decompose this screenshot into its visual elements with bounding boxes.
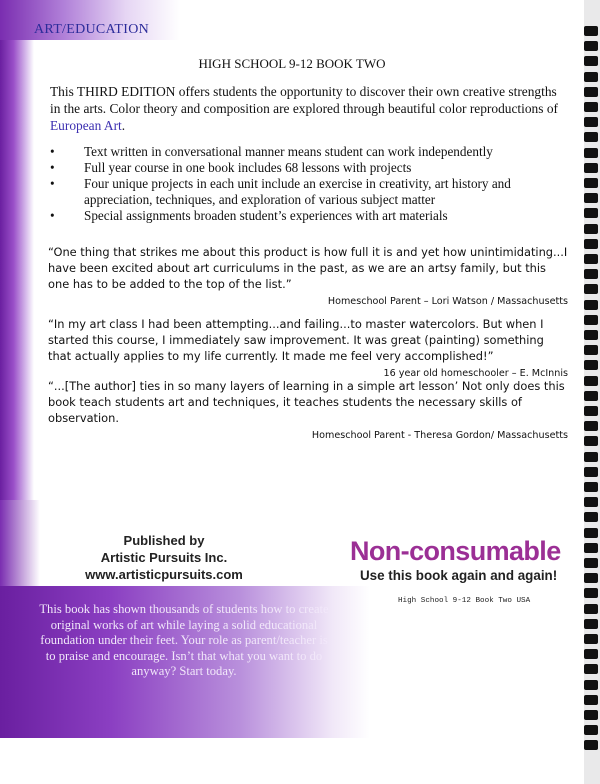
spiral-coil [584, 345, 598, 355]
spiral-coil [584, 26, 598, 36]
footer-side-gradient [0, 500, 40, 590]
testimonial-text: “One thing that strikes me about this product is how full it is and yet how unintimidating...I have been excited about art curriculums in the past, as we are an artsy family, but this one has to be added to the top of the list.” [48, 245, 568, 291]
spiral-coil [584, 725, 598, 735]
testimonial-3 [48, 378, 568, 441]
testimonial-attribution: Homeschool Parent – Lori Watson / Massachusetts [327, 296, 568, 307]
spiral-coil [584, 436, 598, 446]
publisher-line: Published by [123, 533, 205, 548]
spiral-coil [584, 117, 598, 127]
spiral-coil [584, 740, 598, 750]
spiral-coil [584, 710, 598, 720]
spiral-coil [584, 619, 598, 629]
publisher-url: www.artisticpursuits.com [85, 567, 243, 582]
spiral-coil [584, 224, 598, 234]
european-art-text: European Art [50, 118, 122, 133]
spiral-coil [584, 56, 598, 66]
spiral-coil [584, 193, 598, 203]
spiral-coil [584, 102, 598, 112]
spiral-coil [584, 239, 598, 249]
intro-paragraph [50, 83, 560, 134]
spiral-coil [584, 573, 598, 583]
spiral-coil [584, 588, 598, 598]
spiral-coil [584, 376, 598, 386]
category-label: ART/EDUCATION [34, 22, 150, 37]
spiral-coil [584, 512, 598, 522]
spiral-coil [584, 254, 598, 264]
spiral-coil [584, 543, 598, 553]
testimonial-attribution: 16 year old homeschooler – E. McInnis [383, 368, 568, 379]
publisher-name: Artistic Pursuits Inc. [100, 550, 228, 565]
testimonial-text: “In my art class I had been attempting...and failing...to master watercolors. But when I started this course, I immediately saw improvement. It was great (painting) something that actually applies to my life currently. It made me feel very accomplished!” [48, 317, 544, 363]
spiral-coil [584, 269, 598, 279]
intro-text: This THIRD EDITION offers students the opportunity to discover their own creative strengths in the arts. Color theory and composition are explored through beautiful color reproductions of [50, 84, 558, 116]
spiral-coil [584, 148, 598, 158]
feature-list [48, 144, 568, 224]
spiral-coil [584, 482, 598, 492]
spiral-coil [584, 406, 598, 416]
spiral-coil [584, 421, 598, 431]
footer-blurb: This book has shown thousands of students how to create original works of art while laying a solid educational foundation under their feet. Your role as parent/teacher is to praise and encourage. Isn’t that what you want to do anyway? Start today. [39, 602, 329, 679]
testimonial-2 [48, 316, 568, 379]
spiral-coil [584, 163, 598, 173]
spiral-coil [584, 664, 598, 674]
reuse-tagline: Use this book again and again! [360, 568, 558, 583]
spiral-coil [584, 132, 598, 142]
non-consumable-headline: Non-consumable [350, 536, 561, 566]
spiral-coil [584, 178, 598, 188]
testimonial-attribution: Homeschool Parent - Theresa Gordon/ Massachusetts [311, 430, 568, 441]
feature-item: • Full year course in one book includes 68 lessons with projects [48, 160, 568, 176]
spiral-coil [584, 604, 598, 614]
spiral-binding [582, 26, 600, 766]
edition-code: High School 9-12 Book Two USA [398, 597, 531, 605]
testimonial-text: “...[The author] ties in so many layers of learning in a simple art lesson’ Not only does this book teach students art and techniques, it teaches students the necessary skills of observation. [48, 379, 565, 425]
spiral-coil [584, 528, 598, 538]
spiral-coil [584, 315, 598, 325]
spiral-coil [584, 360, 598, 370]
spiral-coil [584, 695, 598, 705]
book-title: HIGH SCHOOL 9-12 BOOK TWO [198, 56, 386, 71]
spiral-coil [584, 497, 598, 507]
spiral-coil [584, 41, 598, 51]
intro-end: . [121, 118, 126, 133]
spiral-coil [584, 330, 598, 340]
feature-item: • Special assignments broaden student’s experiences with art materials [48, 208, 568, 224]
spiral-coil [584, 680, 598, 690]
feature-item: • Text written in conversational manner means student can work independently [48, 144, 568, 160]
spiral-coil [584, 649, 598, 659]
spiral-coil [584, 391, 598, 401]
testimonial-1 [48, 244, 568, 307]
spiral-coil [584, 452, 598, 462]
spiral-coil [584, 634, 598, 644]
spiral-coil [584, 208, 598, 218]
spiral-coil [584, 87, 598, 97]
spiral-coil [584, 558, 598, 568]
spiral-coil [584, 467, 598, 477]
feature-item: • Four unique projects in each unit include an exercise in creativity, art history and appreciation, techniques, and exploration of various subject matter [48, 176, 568, 208]
spiral-coil [584, 72, 598, 82]
spiral-coil [584, 300, 598, 310]
spiral-coil [584, 284, 598, 294]
publisher-info [64, 532, 264, 583]
